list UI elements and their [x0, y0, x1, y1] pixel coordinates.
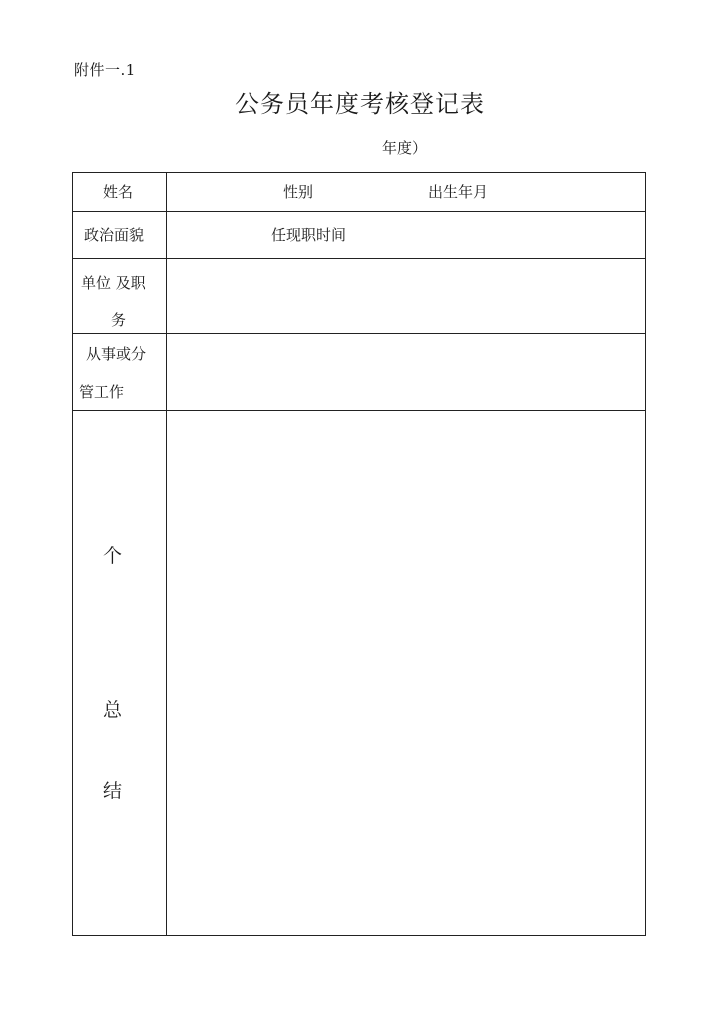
row-divider: [73, 258, 645, 259]
unit-position-label-line2: 务: [111, 311, 127, 329]
gender-label: 性别: [283, 183, 314, 201]
current-post-tenure-label: 任现职时间: [271, 226, 347, 244]
work-scope-label-line1: 从事或分: [86, 345, 147, 363]
work-scope-label-line2: 管工作: [79, 383, 125, 401]
birth-date-label: 出生年月: [428, 183, 489, 201]
form-title: 公务员年度考核登记表: [235, 90, 485, 118]
row-divider: [73, 333, 645, 334]
name-label: 姓名: [103, 183, 134, 201]
unit-position-label-line1: 单位 及职: [81, 274, 146, 292]
political-status-label: 政治面貌: [84, 226, 145, 244]
attachment-label: 附件一.1: [74, 61, 136, 79]
row-divider: [73, 410, 645, 411]
registration-form-table: [72, 172, 646, 936]
year-label: 年度）: [382, 139, 428, 157]
summary-label-char-3: 结: [103, 780, 123, 802]
summary-label-char-2: 总: [103, 699, 123, 721]
summary-label-char-1: 个: [103, 545, 123, 567]
row-divider: [73, 211, 645, 212]
label-column-divider: [166, 173, 167, 935]
